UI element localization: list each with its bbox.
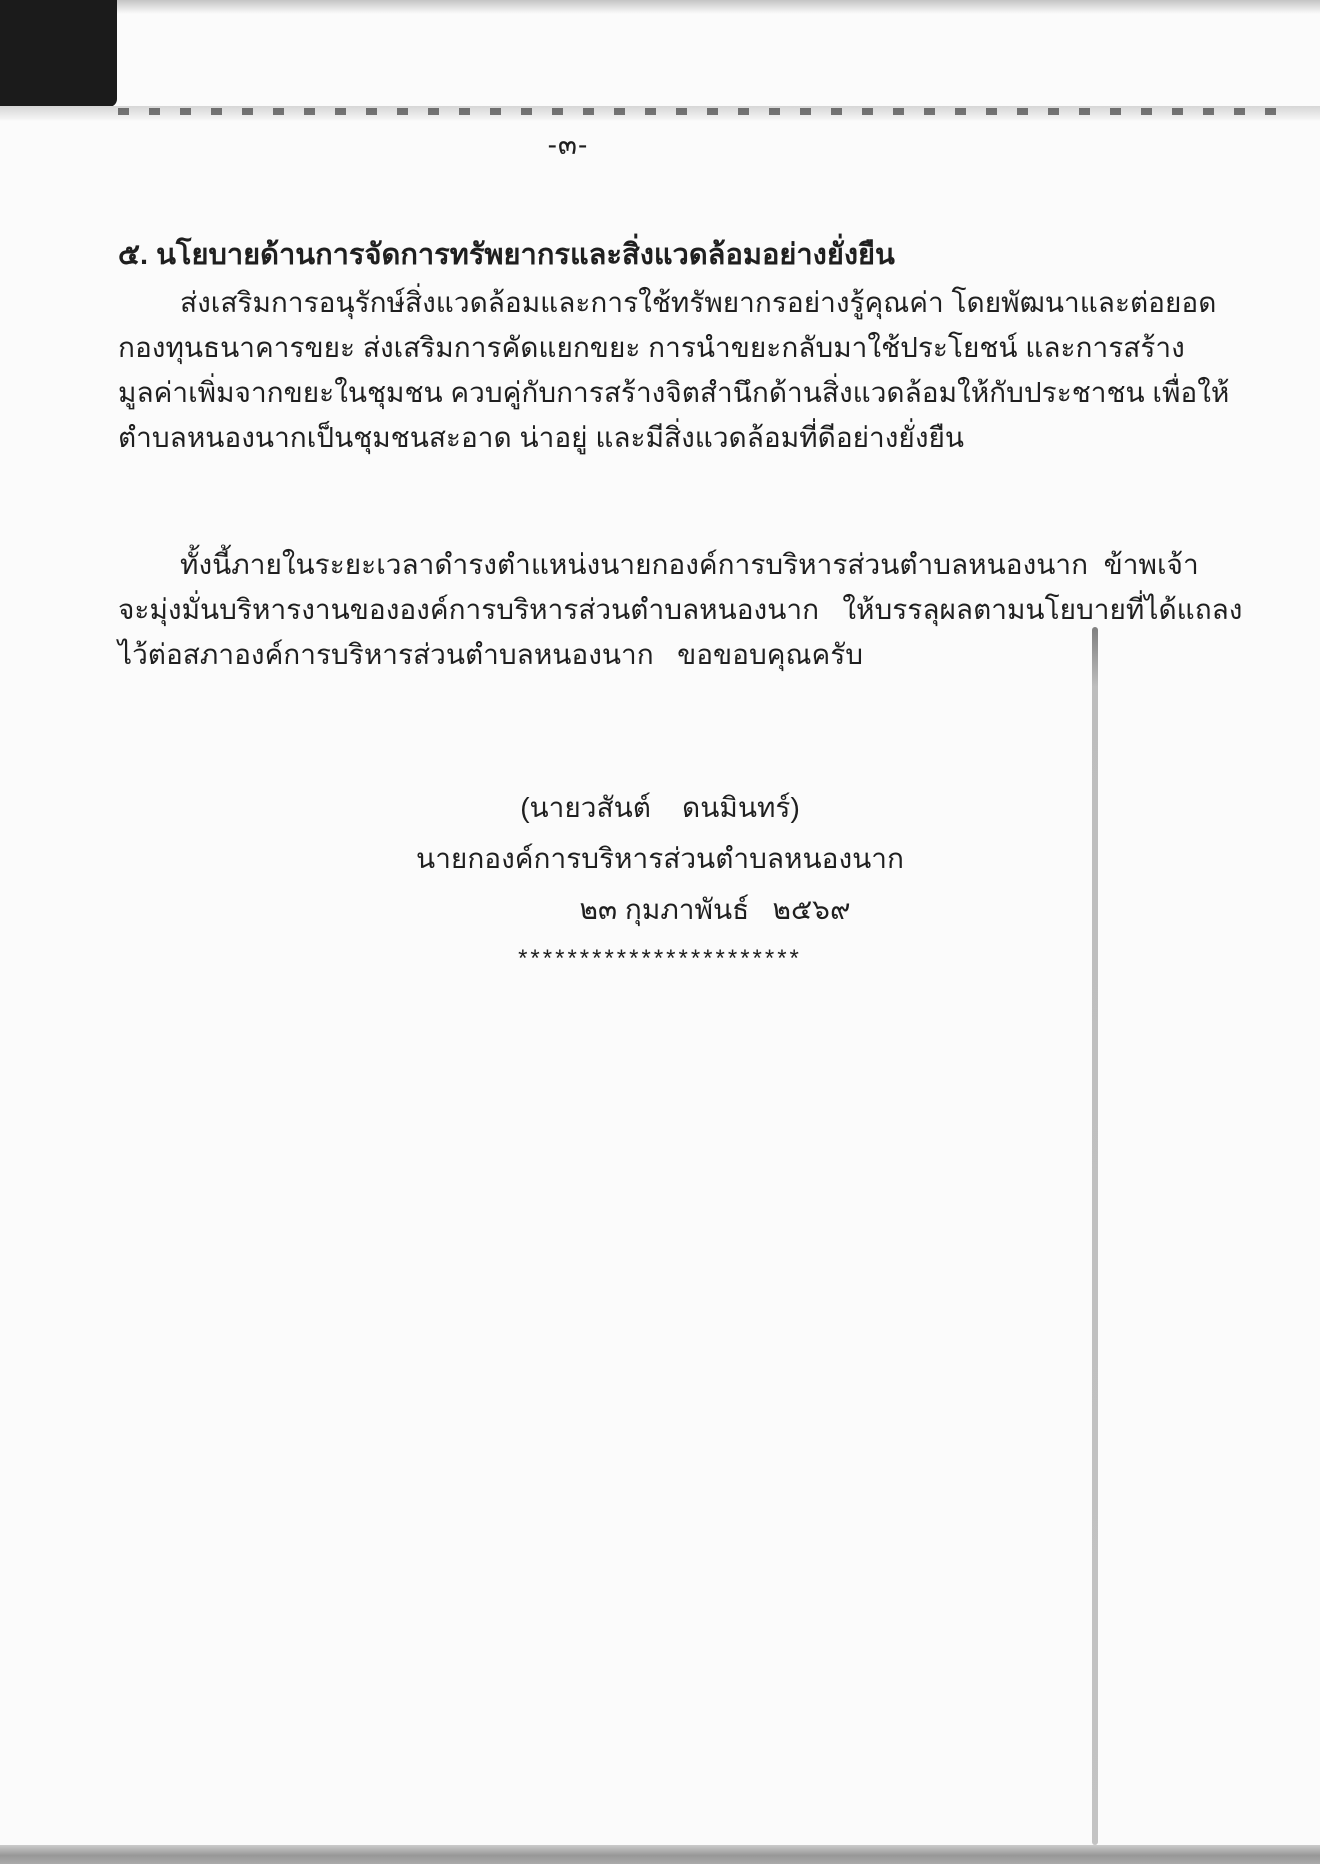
paragraph-2 [118,542,1243,677]
signatory-title: นายกองค์การบริหารส่วนตำบลหนองนาก [416,843,904,874]
paragraph-2-line-2: จะมุ่งมั่นบริหารงานขององค์การบริหารส่วนตำบลหนองนาก ให้บรรลุผลตามนโยบายที่ได้แถลง [118,594,1243,625]
signature-block [0,782,1320,983]
statement-date: ๒๓ กุมภาพันธ์ ๒๕๖๙ [579,894,851,925]
paragraph-1-line-2: กองทุนธนาคารขยะ ส่งเสริมการคัดแยกขยะ การนำขยะกลับมาใช้ประโยชน์ และการสร้าง [118,332,1185,363]
paragraph-1-line-4: ตำบลหนองนากเป็นชุมชนสะอาด น่าอยู่ และมีสิ่งแวดล้อมที่ดีอย่างยั่งยืน [118,422,965,453]
paragraph-2-line-1: ทั้งนี้ภายในระยะเวลาดำรงตำแหน่งนายกองค์การบริหารส่วนตำบลหนองนาก ข้าพเจ้า [180,549,1199,580]
paragraph-1 [118,280,1230,460]
paragraph-2-line-3: ไว้ต่อสภาองค์การบริหารส่วนตำบลหนองนาก ขอขอบคุณครับ [118,639,864,670]
paragraph-1-line-1: ส่งเสริมการอนุรักษ์สิ่งแวดล้อมและการใช้ทรัพยากรอย่างรู้คุณค่า โดยพัฒนาและต่อยอด [180,287,1217,318]
signatory-name: (นายวสันต์ ดนมินทร์) [520,792,800,823]
document-content [118,122,1243,677]
page-number: -๓- [547,129,589,160]
paragraph-1-line-3: มูลค่าเพิ่มจากขยะในชุมชน ควบคู่กับการสร้างจิตสำนึกด้านสิ่งแวดล้อมให้กับประชาชน เพื่อให้ [118,377,1230,408]
asterisk-divider: *********************** [518,945,802,972]
scan-fold-dashes [118,108,1280,115]
scan-corner-shadow [0,0,117,107]
section-heading: ๕. นโยบายด้านการจัดการทรัพยากรและสิ่งแวดล้อมอย่างยั่งยืน [118,239,895,271]
scan-top-shadow [0,0,1320,14]
scan-bottom-shadow [0,1845,1320,1864]
